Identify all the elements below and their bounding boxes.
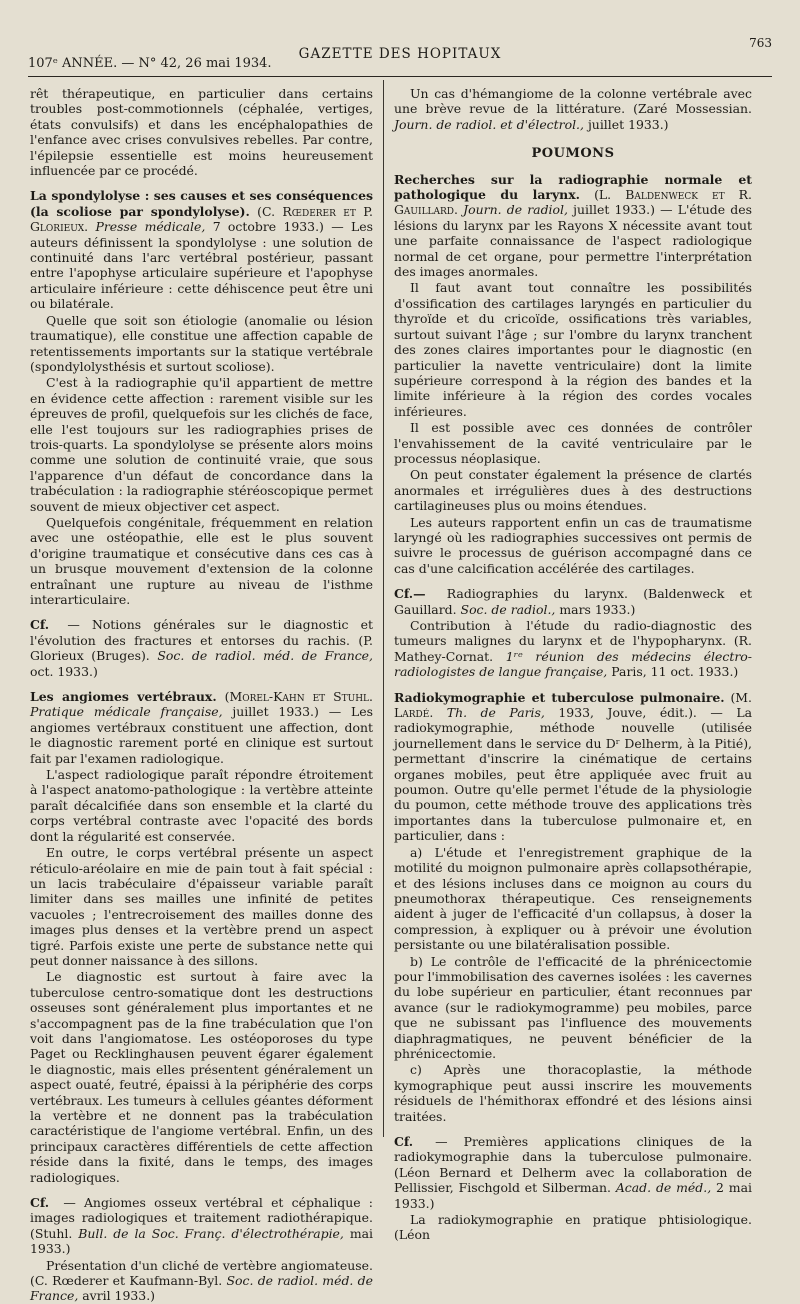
cf-continuation [394,618,752,680]
cf-label: Cf. [394,1134,414,1149]
cf-reference [394,586,752,617]
article-journal: Presse médicale, [95,219,206,235]
cf-date: 2 mai 1933.) [394,1180,752,1211]
cf-label: Cf. [30,1195,50,1211]
article-authors: (Morel-Kahn et Stuhl. [224,689,373,705]
cf-journal: Journ. de radiol. et d'électrol., [394,116,584,132]
article-authors: (L. Baldenweck et R. Gauillard. [394,187,752,218]
cf-date: juillet 1933.) [587,116,669,132]
paragraph: On peut constater également la présence de clartés anormales et irrégulières dues à des destructions cartilagineuses plus ou moins étendues. [394,467,752,514]
column-divider [383,80,384,1137]
cf-text: — Notions générales sur le diagnostic et l'évolution des fractures et entorses du rachis. (P. Glorieux (Bruges). [30,617,373,664]
cf-journal: Acad. de méd., [615,1180,712,1196]
cf-journal: Bull. de la Soc. Franç. d'électrothérapie, [78,1225,344,1241]
cf-continuation: La radiokymographie en pratique phtisiologique. (Léon [394,1212,752,1243]
intro-paragraph: rêt thérapeutique, en particulier dans certains troubles post-commotionnels (céphalée, vertiges, états convulsifs) et dans les encéphalopathies de l'enfance avec crises convulsives rebelles. Par contre, l'épilepsie essentielle est moins heureusement influencée par ce procédé. [30,86,373,179]
article-authors: (C. Rœderer et P. Glorieux. [30,203,373,235]
cf-date: Paris, 11 oct. 1933.) [611,664,739,680]
cf-label: Cf. [30,617,50,633]
article-title: Radiokymographie et tuberculose pulmonaire. [394,689,725,705]
section-heading: POUMONS [531,146,615,162]
article-journal: Th. de Paris, [446,705,545,721]
cf-journal: Soc. de radiol. méd. de France, [30,1273,373,1304]
cf-reference [30,617,373,679]
article-text: juillet 1933.) — L'étude des lésions du larynx par les Rayons X nécessite avant tout une parfaite connaissance de l'aspect radiologique normal de cet organe, pour permettre l'interprétation des images anormales. [394,202,752,280]
article-authors: (M. Lardé. [394,689,752,721]
cf-text: — Premières applications cliniques de la radiokymographie dans la tuberculose pulmonaire. (Léon Bernard et Delherm avec la collaboration de Pellissier, Fischgold et Silberman. [394,1134,752,1196]
cf-journal: Soc. de radiol., [460,601,556,617]
right-column [394,86,752,1243]
article-text: juillet 1933.) — Les angiomes vertébraux constituent une affection, dont le diagnostic rarement porté en clinique est surtout fait par l'examen radiologique. [30,704,373,766]
article-title: Les angiomes vertébraux. [30,689,217,705]
left-column [30,86,373,1304]
cf-text: Radiographies du larynx. (Baldenweck et Gauillard. [394,586,752,617]
cf-text: Présentation d'un cliché de vertèbre angiomateuse. (C. Rœderer et Kaufmann-Byl. [30,1257,373,1289]
cf-date: mars 1933.) [559,601,636,617]
paragraph: Il est possible avec ces données de contrôler l'envahissement de la cavité ventriculaire par le processus néoplasique. [394,420,752,466]
cf-date: avril 1933.) [82,1288,156,1304]
cf-journal: Soc. de radiol. méd. de France, [157,648,373,664]
article-text: 7 octobre 1933.) — Les auteurs définissent la spondylolyse : une solution de continuité dans l'arc vertébral postérieur, passant entre l'apophyse articulaire supérieure et l'apophyse articulaire inférieure : cette déhiscence peut être uni ou bilatérale. [30,219,373,312]
paragraph: L'aspect radiologique paraît répondre étroitement à l'aspect anatomo-pathologique : la vertèbre atteinte paraît décalcifiée dans son ensemble et la clarté du corps vertébral contraste avec l'opacité des bords dont la régularité est conservée. [30,767,373,844]
list-item: c) Après une thoracoplastie, la méthode kymographique peut aussi inscrire les mouvements résiduels de l'hémithorax effondré et des lésions ainsi traitées. [394,1062,752,1124]
cf-continuation [30,1258,373,1304]
paragraph: Le diagnostic est surtout à faire avec la tuberculose centro-somatique dont les destructions osseuses sont généralement plus importantes et ne s'accompagnent pas de la fine trabéculation que l'on voit dans l'angiomatose. Les ostéoporoses du type Paget ou Recklinghausen peuvent égarer également le diagnostic, mais elles présentent généralement un aspect ouaté, feutré, épaissi à la périphérie des corps vertébraux. Les tumeurs à cellules géantes déforment la vertèbre et ne donnent pas la trabéculation caractéristique de l'angiome vertébral. Enfin, un des principaux caractères différentiels de cette affection réside dans la fixité, dans le temps, des images radiologiques. [30,969,373,1185]
article-journal: Pratique médicale française, [30,704,223,720]
article-text: 1933, Jouve, édit.). — La radiokymographie, méthode nouvelle (utilisée journellement dans le service du Dʳ Delherm, à la Pitié), permettant d'inscrire la cinématique de certains organes mobiles, peut être appliquée avec fruit au poumon. Outre qu'elle permet l'étude de la physiologie du poumon, cette méthode trouve des applications très importantes dans la tuberculose pulmonaire et, en particulier, dans : [394,705,752,844]
article-larynx [394,172,752,280]
cf-text: Un cas d'hémangiome de la colonne vertébrale avec une brève revue de la littérature. (Zaré Mossessian. [394,86,752,117]
paragraph: Les auteurs rapportent enfin un cas de traumatisme laryngé où les radiographies successives ont permis de suivre le processus de guérison accompagné dans ce cas d'une calcification accélérée des cartilages. [394,514,752,576]
hemangiome-reference [394,86,752,132]
paragraph: Quelquefois congénitale, fréquemment en relation avec une ostéopathie, elle est le plus souvent d'origine traumatique et consécutive dans ces cas à un brusque mouvement d'extension de la colonne entraînant une rupture au niveau de l'isthme interarticulaire. [30,514,373,607]
cf-journal: 1ʳᵉ réunion des médecins électro-radiologistes de langue française, [394,648,752,680]
paragraph: En outre, le corps vertébral présente un aspect réticulo-aréolaire en mie de pain tout à fait spécial : un lacis trabéculaire d'épaisseur variable paraît limiter dans ses mailles une infinité de petites vacuoles ; l'entrecroisement des mailles donne des images plus denses et la vertèbre prend un aspect tigré. Parfois existe une perte de substance nette qui peut donner naissance à des sillons. [30,845,373,968]
article-radiokymographie [394,690,752,844]
article-angiomes [30,689,373,766]
page-number: 763 [749,36,772,50]
cf-reference [394,1134,752,1211]
cf-date: oct. 1933.) [30,663,98,679]
paragraph: Quelle que soit son étiologie (anomalie ou lésion traumatique), elle constitue une affection capable de retentissements importants sur la statique vertébrale (spondylolysthésis et surtout scoliose). [30,312,373,374]
cf-label: Cf.— [394,586,426,602]
issue-info: 107ᵉ ANNÉE. — N° 42, 26 mai 1934. [28,56,272,71]
list-item: b) Le contrôle de l'efficacité de la phrénicectomie pour l'immobilisation des cavernes isolées : les cavernes du lobe supérieur en particulier, étant reconnues par avance (sur le radiokymogramme) peu mobiles, parce que ne subissant pas l'influence des mouvements diaphragmatiques, ne peuvent bénéficier de la phrénicectomie. [394,953,752,1061]
article-title: Recherches sur la radiographie normale et pathologique du larynx. [394,171,752,203]
article-title: La spondylolyse : ses causes et ses conséquences (la scoliose par spondylolyse). [30,188,373,219]
paragraph: Il faut avant tout connaître les possibilités d'ossification des cartilages laryngés en particulier du thyroïde et du cricoïde, ossifications très variables, surtout suivant l'âge ; sur l'ombre du larynx tranchent des zones claires importantes pour le diagnostic (en particulier la navette ventriculaire) dont la limite supérieure correspond à la région des bandes et la limite inférieure à la région des cordes vocales inférieures. [394,280,752,419]
cf-date: mai 1933.) [30,1225,373,1257]
page-header [28,36,772,77]
cf-text: Contribution à l'étude du radio-diagnostic des tumeurs malignes du larynx et de l'hypopharynx. (R. Mathey-Cornat. [394,618,752,664]
paragraph: C'est à la radiographie qu'il appartient de mettre en évidence cette affection : rarement visible sur les épreuves de profil, quelquefois sur les clichés de face, elle l'est toujours sur les radiographies prises de trois-quarts. La spondylolyse se présente alors moins comme une solution de continuité vraie, que sous l'apparence d'un défaut de concordance dans la trabéculation : la radiographie stéréoscopique permet souvent de mieux objectiver cet aspect. [30,375,373,514]
article-spondylolyse [30,188,373,311]
journal-title: GAZETTE DES HOPITAUX [298,46,502,62]
article-journal: Journ. de radiol, [463,202,568,218]
cf-text: — Angiomes osseux vertébral et céphalique : images radiologiques et traitement radiothérapique. (Stuhl. [30,1195,373,1241]
cf-reference [30,1195,373,1257]
list-item: a) L'étude et l'enregistrement graphique de la motilité du moignon pulmonaire après collapsothérapie, et des lésions incluses dans ce moignon au cours du pneumothorax thérapeutique. Ces renseignements aident à juger de l'efficacité d'un collapsus, à doser la compression, à expliquer ou à prévoir une évolution persistante ou une bilatéralisation possible. [394,844,752,953]
